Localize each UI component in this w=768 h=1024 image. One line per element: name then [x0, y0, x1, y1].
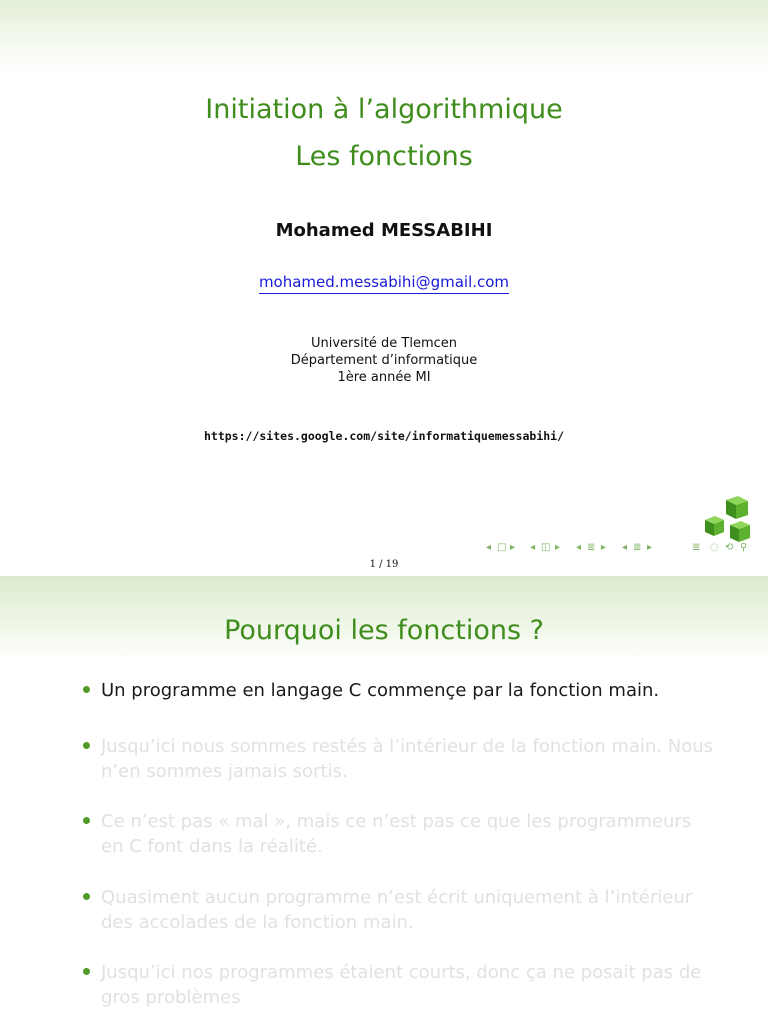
bullet-text: Quasiment aucun programme n’est écrit uniquement à l’intérieur des accolades de la fonction main. — [101, 887, 693, 933]
slide-title-line-1: Initiation à l’algorithmique — [205, 94, 563, 125]
bullet-icon — [83, 968, 90, 975]
institution-department: Département d’informatique — [290, 353, 478, 368]
nav-frame-next-icon[interactable]: ▸ — [510, 542, 516, 553]
nav-subsection-icon[interactable]: ◫ — [541, 542, 551, 553]
nav-frame-icon[interactable]: □ — [497, 542, 507, 553]
list-item — [80, 678, 720, 703]
nav-doc-icon[interactable]: ≣ — [633, 542, 642, 553]
bullet-icon — [83, 742, 90, 749]
list-item — [80, 809, 720, 859]
bullet-text: Un programme en langage C commençe par la fonction main. — [101, 680, 660, 701]
cubes-logo-icon — [700, 492, 760, 548]
bullet-icon — [83, 686, 90, 693]
nav-doc-next-icon[interactable]: ▸ — [647, 542, 653, 553]
page-number: 1 / 19 — [369, 559, 399, 570]
bullet-icon — [83, 817, 90, 824]
nav-doc-prev-icon[interactable]: ◂ — [622, 542, 628, 553]
website-url[interactable]: https://sites.google.com/site/informatiquemessabihi/ — [203, 429, 565, 443]
email-link[interactable]: mohamed.messabihi@gmail.com — [259, 273, 509, 294]
nav-search-icon[interactable]: ⚲ — [740, 542, 748, 553]
list-item — [80, 960, 720, 1010]
nav-frame-prev-icon[interactable]: ◂ — [486, 542, 492, 553]
nav-outline-icon[interactable]: ≣ — [692, 542, 701, 553]
beamer-navigation-bar — [486, 541, 766, 555]
bullet-text: Jusqu’ici nous sommes restés à l’intérieur de la fonction main. Nous n’en sommes jamais sortis. — [101, 736, 714, 782]
institution-university: Université de Tlemcen — [311, 336, 457, 351]
bullet-icon — [83, 893, 90, 900]
bullet-text: Jusqu’ici nos programmes étaient courts, donc ça ne posait pas de gros problèmes — [101, 962, 702, 1008]
author-name: Mohamed MESSABIHI — [275, 220, 493, 241]
slide-title-line-2: Les fonctions — [295, 141, 473, 172]
content-slide — [0, 576, 768, 1024]
nav-undo-icon[interactable]: ⟲ — [725, 542, 734, 553]
email-line — [0, 273, 768, 291]
slide-title: Pourquoi les fonctions ? — [224, 615, 544, 646]
institution-year: 1ère année MI — [337, 370, 431, 385]
list-item — [80, 885, 720, 935]
list-item — [80, 734, 720, 784]
nav-subsection-next-icon[interactable]: ▸ — [555, 542, 561, 553]
nav-subsection-prev-icon[interactable]: ◂ — [530, 542, 536, 553]
nav-back-icon[interactable]: ◌ — [710, 542, 719, 553]
slide-header-band — [0, 0, 768, 75]
bullet-text: Ce n’est pas « mal », mais ce n’est pas ce que les programmeurs en C font dans la réalité. — [101, 811, 692, 857]
nav-section-prev-icon[interactable]: ◂ — [576, 542, 582, 553]
nav-section-next-icon[interactable]: ▸ — [601, 542, 607, 553]
nav-section-icon[interactable]: ≣ — [587, 542, 596, 553]
